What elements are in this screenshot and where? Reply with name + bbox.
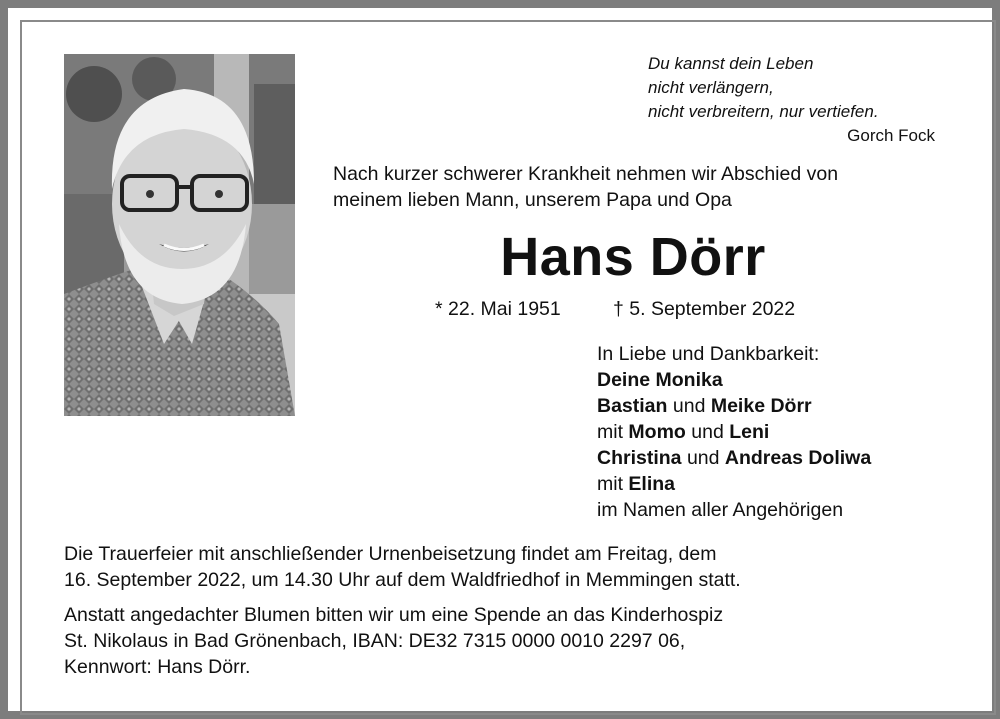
connector-text: mit [597,421,623,443]
mourner-name: Leni [729,421,770,443]
connector-text: mit [597,473,623,495]
mourner-name: Momo [628,421,686,443]
quote-line: nicht verbreitern, nur vertiefen. [648,102,879,121]
quote-line: nicht verlängern, [648,78,774,97]
death-date: † 5. September 2022 [613,298,796,320]
mourner-line [597,471,987,497]
mourner-line [597,367,987,393]
mourner-line [597,393,987,419]
deceased-name: Hans Dörr [500,227,766,287]
birth-date: * 22. Mai 1951 [435,298,561,320]
quote-line: Du kannst dein Leben [648,54,814,73]
announcement-line: Nach kurzer schwerer Krankheit nehmen wir Abschied von [333,163,839,185]
announcement-line: meinem lieben Mann, unserem Papa und Opa [333,189,732,211]
funeral-line: 16. September 2022, um 14.30 Uhr auf dem Waldfriedhof in Memmingen statt. [64,569,741,591]
mourners-heading: In Liebe und Dankbarkeit: [597,343,820,365]
mourner-line [597,445,987,471]
connector-text: und [691,421,724,443]
portrait-photo [64,54,295,416]
mourner-line [597,419,987,445]
mourners-closing: im Namen aller Angehörigen [597,499,844,521]
donation-line: St. Nikolaus in Bad Grönenbach, IBAN: DE32 7315 0000 0010 2297 06, [64,630,686,652]
announcement-text [333,161,953,213]
mourner-name: Bastian [597,395,668,417]
connector-text: und [686,447,720,469]
mourner-name: Meike Dörr [710,395,812,417]
connector-text: und [672,395,706,417]
funeral-details [64,541,964,593]
portrait-illustration [64,54,295,416]
mourner-name: Andreas Doliwa [724,447,872,469]
donation-line: Kennwort: Hans Dörr. [64,656,251,678]
quote-author: Gorch Fock [847,126,935,145]
quote [648,52,938,124]
donation-line: Anstatt angedachter Blumen bitten wir um eine Spende an das Kinderhospiz [64,604,724,626]
funeral-line: Die Trauerfeier mit anschließender Urnenbeisetzung findet am Freitag, dem [64,543,717,565]
mourner-name: Christina [597,447,682,469]
donation-request [64,602,964,680]
mourner-name: Elina [628,473,676,495]
mourners-list [597,341,987,523]
mourner-name: Deine Monika [597,369,723,391]
